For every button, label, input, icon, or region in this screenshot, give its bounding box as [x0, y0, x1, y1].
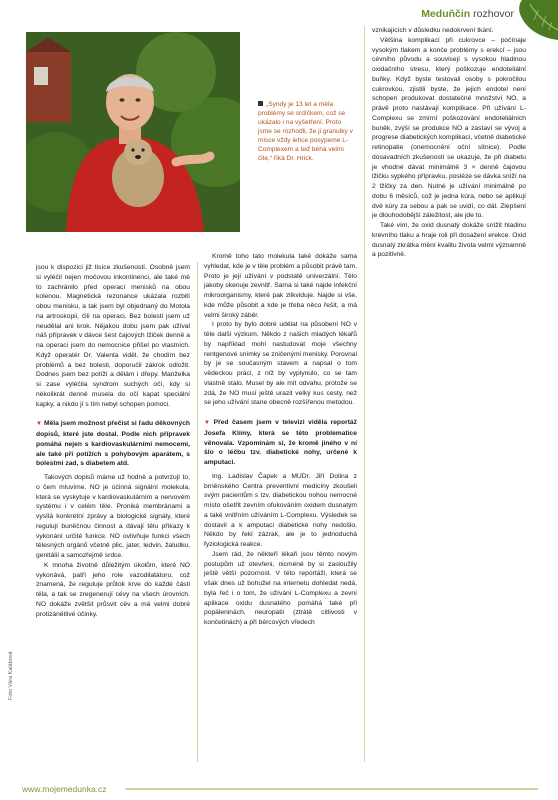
caption-marker [258, 101, 263, 106]
question-marker-icon: ▼ [36, 421, 42, 428]
section-header [421, 8, 514, 20]
magazine-name: Meduňčin [421, 8, 471, 20]
paragraph: Také vím, že oxid dusnatý dokáže snížit hladinu krevního tlaku a hraje roli při dosažení erekce. Oxid dusnatý zkrátka mění kvalitu života velmi významně a pozitivně. [372, 222, 526, 259]
column-divider [364, 26, 365, 762]
interview-photo [26, 32, 240, 232]
paragraph: K mnoha životně důležitým úkolům, které NO vykonává, patří jeho role vazodilatátoru, což znamená, že reguluje průtok krve do každé části těla, a tak se zregenerují cévy na všech úrovních. NO dokáže zvětšit průsvit cév a má velmi dobré protizánětlivé účinky. [36, 561, 190, 618]
paragraph: jsou k dispozici již tisíce zkušeností. Osobně jsem si vyléčil nejen močovou inkontinenci, ale také mě to zachránilo před operací menisků na obou kolenou. Magnetická rezonance ukázala rozbití obou menisku, a tak jsem byl objednaný do Motola na artroskopii, čili na operaci. Bez bolesti jsem už neudělal ani krok. Nějakou dobu jsem pak užíval náš přípravek v dávce šest čajových lžiček denně a na operaci jsem do nemocnice přišel po vlastních. Když operatér Dr. Valenta viděl, že chodím bez problémů a bez bolesti, doporučil zákrok odložit. Dodnes jsem bez potíží a dělám i dřepy. Manželka si zase vyléčila syndrom suchých očí, kdy si několikrát denně musela do očí kapat speciální kapky, a nikdo jí s tím nebyl schopen pomoci. [36, 264, 190, 408]
paragraph: Většina komplikací při cukrovce – počínaje vysokým tlakem a konče problémy s erekcí – jsou cévního původu a souvisejí s vysokou hladinou oxidačního stresu, který poškozuje endoteliální buňky. Když byste testovali osoby s pokročilou cukrovkou, zjistili byste, že jejich endotel není schopen produkovat dostatečné množství NO, a právě proto nastávají komplikace. Při užívání L-Complexu se zmírní poškozování endoteliálních buněk, zvýší se produkce NO a zastaví se vývoj a progrese diabetických komplikací, včetně diabetické retinopatie (onemocnění oční sítnice). Podle dosavadních zkušeností se ukazuje, že při diabetu je vhodné dávat minimálně 3 × denně čajovou lžičku sypkého přípravku, posléze se dávka sníží na 2 lžičky za den. Nutné je užívání minimálně po dobu 6 měsíců, což je jedna kúra, nebo se aplikují dvě kúry za sebou a pak se uvidí, co dál. Zlepšení je dlouhodobější záležitost, ale jde to. [372, 36, 526, 220]
question-marker-icon: ▼ [204, 420, 212, 426]
page-footer [0, 778, 558, 800]
photo-caption [258, 100, 356, 163]
footer-website-link[interactable]: www.mojemedunka.cz [22, 784, 107, 794]
caption-text: „Syndy je 13 let a měla problémy se srdíčkem, což se ukázalo i na vyšetření. Proto jsme se rozhodli, že ji granulky v misce vždy lehce posypeme L-Complexem a teď běhá velmi čile,“ říká Dr. Hrick. [258, 101, 353, 162]
article-column-1 [36, 263, 190, 619]
footer-rule [125, 788, 538, 790]
paragraph: Kromě toho tato molekula také dokáže sama vyhledat, kde je v těle problém a působit právě tam. Proto je její užívání v podstatě univerzální. Tělo jakoby skenuje zevnitř. Sama si také najde infekční mikroorganismy, které pak zlikviduje. Najde si vše, kde může působit a kde je třeba něco řešit, a má velmi široký záběr. [204, 253, 357, 319]
article-column-3 [372, 26, 526, 260]
question [204, 418, 357, 468]
paragraph: vznikajících v důsledku nedokrvení tkání. [372, 27, 494, 34]
question-text: Před časem jsem v televizi viděla reportáž Josefa Klímy, která se této problematice věnovala. Vzpomínám si, že kromě jiného v ní šlo o léčbu tzv. diabetické nohy, určené k amputaci. [204, 419, 357, 466]
paragraph: Ing. Ladislav Čapek a MUDr. Jiří Dolina z brněnského Centra preventivní medicíny zkoušeli svým pacientům s tzv. diabetickou nohou nemocné místo ošetřit zevním ofukováním oxidem dusnatým a také vnitřním užíváním L-Complexu. Výsledek se dostavil a k amputaci diabetické nohy nedošlo. Někdo by řekl zázrak, ale je to jednoduchá fyziologická reakce. [204, 472, 357, 548]
column-divider [197, 262, 198, 762]
question-text: Měla jsem možnost přečíst si řadu děkovných dopisů, které jste dostal. Podle nich přípravek pomáhá nejen s kardiovaskulárními nemocemi, ale také při potížích s pohybovým aparátem, s bolestmi zad, s diabetem atd. [36, 420, 190, 468]
paragraph: Jsem rád, že někteří lékaři jsou těmto novým postupům už otevřeni, nicméně by si zasloužily ještě větší pozornost. V této reportáži, která se však dnes už bohužel na internetu dohledat nedá, byla řeč i o tom, že užívání L-Complexu a zevní aplikace oxidu dusnatého pomáhá také při popáleninách, neuropatii (ztrátě citlivosti v končetinách) a při bércových vředech [204, 550, 357, 626]
question [36, 419, 190, 469]
paragraph: Takových dopisů máme už hodně a potvrzují to, o čem mluvíme. NO je účinná signální molekula, která se vyskytuje v kardiovaskulárním a nervovém systému i v celém těle. Proniká membránami a vysílá konkrétní zprávy a biologické signály, které regulují buněčnou činnost a dávají tělu příkazy k vykonání určité funkce. NO ovlivňuje funkci všech tělesných orgánů včetně plic, jater, ledvin, žaludku, genitálií a samozřejmě srdce. [36, 474, 190, 559]
article-column-2 [204, 252, 357, 628]
photo-illustration [26, 32, 240, 232]
section-name: rozhovor [473, 8, 514, 20]
paragraph: I proto by bylo dobré udělat na působení NO v těle další výzkum. Někdo z našich mladých lékařů by například mohl nastudovat moje všechny rentgenové snímky se zničenými menisky. Porovnal by je se současným stavem a napsal o tom vědeckou práci, z níž by vyplynulo, co se tam vlastně stalo. Musel by ale mít odvahu, protože se zdá, že NO musí ještě urazit velký kus cesty, než se jeho užívání stane obecně rozšířenou metodou. [204, 321, 358, 407]
photo-credit: Foto Věra Kalábová [8, 651, 14, 700]
